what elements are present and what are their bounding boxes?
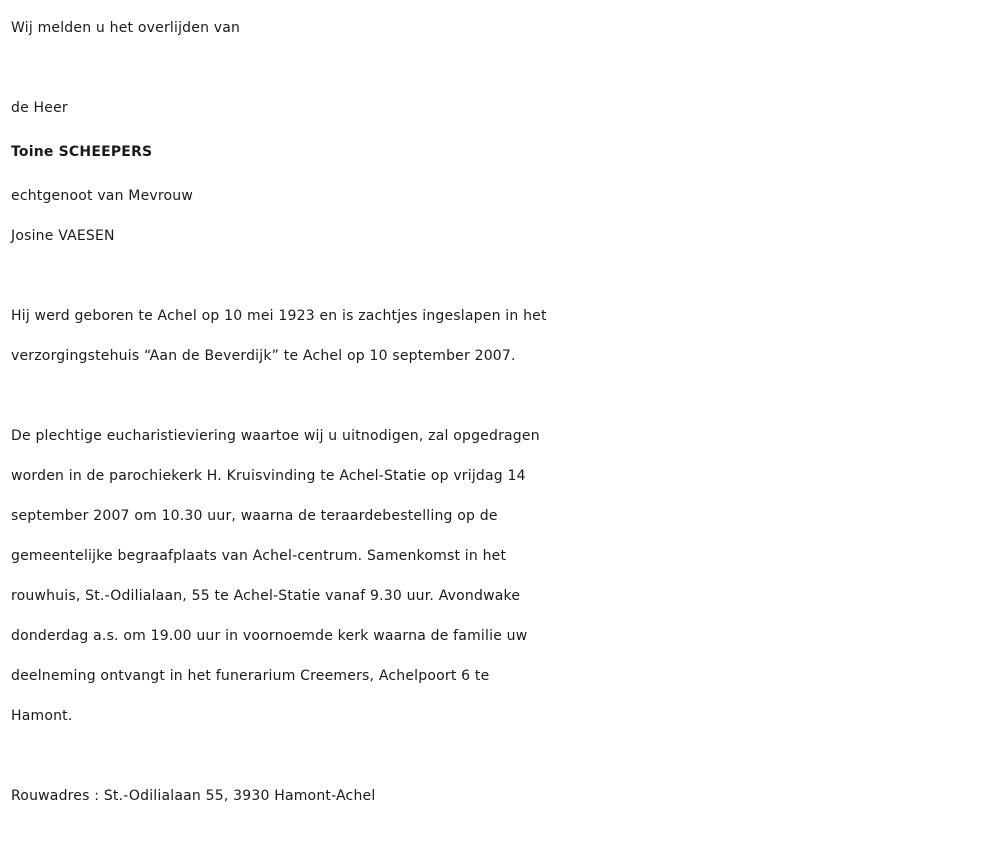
relation-text: echtgenoot van Mevrouw <box>11 188 194 204</box>
intro-text: Wij melden u het overlijden van <box>11 20 241 36</box>
deceased-name: Toine SCHEEPERS <box>11 144 153 160</box>
paragraph-line: worden in de parochiekerk H. Kruisvinding te Achel-Statie op vrijdag 14 <box>11 468 526 484</box>
paragraph-line: Hamont. <box>11 708 73 724</box>
title-prefix: de Heer <box>11 100 68 116</box>
spouse-name: Josine VAESEN <box>11 228 115 244</box>
paragraph-line: deelneming ontvangt in het funerarium Creemers, Achelpoort 6 te <box>11 668 490 684</box>
mourning-address: Rouwadres : St.-Odilialaan 55, 3930 Hamont-Achel <box>11 788 376 804</box>
death-notice <box>11 8 996 816</box>
ceremony-paragraph <box>11 416 996 736</box>
paragraph-line: De plechtige eucharistieviering waartoe wij u uitnodigen, zal opgedragen <box>11 428 540 444</box>
paragraph-line: Hij werd geboren te Achel op 10 mei 1923 en is zachtjes ingeslapen in het <box>11 308 547 324</box>
spacer <box>11 48 996 88</box>
spacer <box>11 376 996 416</box>
paragraph-line: gemeentelijke begraafplaats van Achel-centrum. Samenkomst in het <box>11 548 507 564</box>
spacer <box>11 256 996 296</box>
paragraph-line: rouwhuis, St.-Odilialaan, 55 te Achel-Statie vanaf 9.30 uur. Avondwake <box>11 588 521 604</box>
paragraph-line: september 2007 om 10.30 uur, waarna de teraardebestelling op de <box>11 508 498 524</box>
spacer <box>11 736 996 776</box>
paragraph-line: donderdag a.s. om 19.00 uur in voornoemde kerk waarna de familie uw <box>11 628 528 644</box>
paragraph-line: verzorgingstehuis “Aan de Beverdijk” te Achel op 10 september 2007. <box>11 348 516 364</box>
birth-death-paragraph <box>11 296 996 376</box>
